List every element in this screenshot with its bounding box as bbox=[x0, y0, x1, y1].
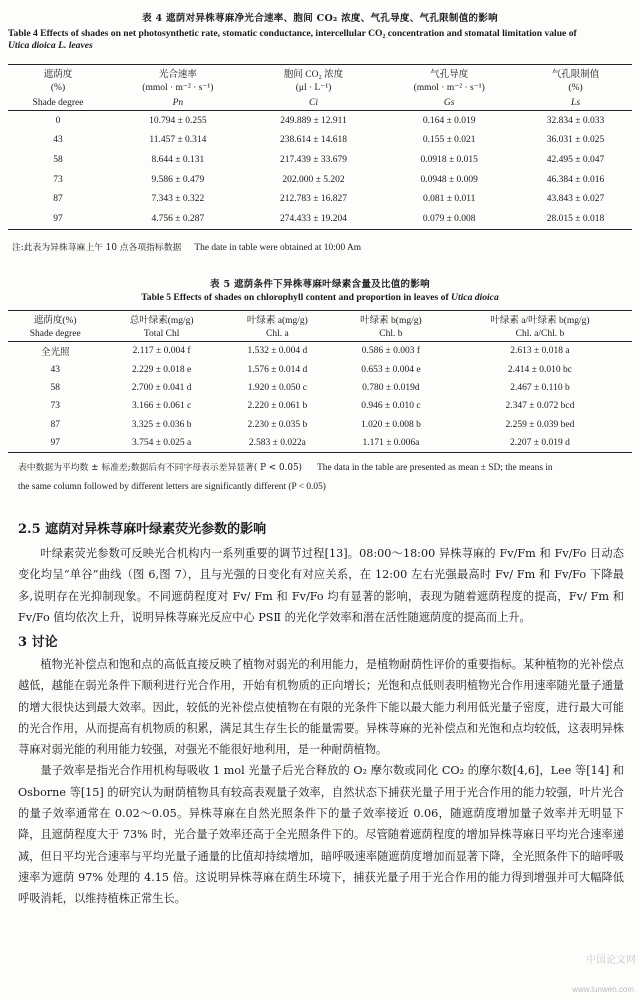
table-cell: 97 bbox=[8, 434, 102, 453]
table-cell: 3.325 ± 0.036 b bbox=[131, 419, 192, 430]
table4-caption-en-line2: Utica dioica L. leaves bbox=[8, 40, 93, 51]
table-cell: 8.644 ± 0.131 bbox=[151, 154, 205, 165]
section-2-5-heading: 2.5 遮荫对异株荨麻叶绿素荧光参数的影响 bbox=[18, 522, 267, 537]
table-cell: 全光照 bbox=[40, 348, 70, 359]
table-cell: 3.166 ± 0.061 c bbox=[131, 401, 192, 412]
table-cell: 217.439 ± 33.679 bbox=[280, 154, 348, 165]
table5-header-zh: 总叶绿素(mg/g) bbox=[102, 311, 220, 327]
table-cell: 2.230 ± 0.035 b bbox=[247, 419, 308, 430]
table4-note bbox=[8, 235, 632, 254]
table5-header-zh: 叶绿素 a/叶绿素 b(mg/g) bbox=[448, 311, 632, 327]
table-cell: 87 bbox=[50, 419, 60, 430]
table-cell: 97 bbox=[8, 209, 108, 229]
section-3-heading: 3 讨论 bbox=[18, 635, 58, 650]
table-cell: 2.229 ± 0.018 e bbox=[131, 364, 192, 375]
table-cell: 32.834 ± 0.033 bbox=[546, 115, 605, 126]
watermark-url: www.lunwen.com bbox=[572, 985, 634, 994]
table-cell: 0.155 ± 0.021 bbox=[422, 135, 476, 146]
table-cell: 0.0918 ± 0.015 bbox=[420, 154, 478, 165]
table-cell: 238.614 ± 14.618 bbox=[280, 135, 348, 146]
table5-header-zh: 叶绿素 b(mg/g) bbox=[334, 311, 448, 327]
table5-note-en2: the same column followed by different letters are significantly different (P < 0.05) bbox=[18, 482, 326, 493]
table-cell: 0.946 ± 0.010 c bbox=[361, 401, 421, 412]
table-cell: 46.384 ± 0.016 bbox=[546, 174, 605, 185]
table-row bbox=[8, 397, 632, 415]
table5-header-sym: Chl. a bbox=[221, 326, 334, 342]
table-row bbox=[8, 360, 632, 378]
table5-header-sym: Chl. b bbox=[334, 326, 448, 342]
table-cell: 73 bbox=[53, 174, 63, 185]
table4-header-sym: Shade degree bbox=[8, 95, 108, 111]
table4-header-zh: 气孔限制值 bbox=[519, 65, 632, 81]
table-cell: 87 bbox=[53, 194, 63, 205]
table-cell: 36.031 ± 0.025 bbox=[546, 135, 605, 146]
table-row bbox=[8, 150, 632, 170]
section-3-body bbox=[18, 654, 624, 910]
table-row bbox=[8, 434, 632, 453]
table-cell: 58 bbox=[53, 154, 63, 165]
table-cell: 42.495 ± 0.047 bbox=[546, 154, 605, 165]
watermark-logo: 中国论文网 bbox=[586, 955, 636, 966]
section-2-5-paragraph: 叶绿素荧光参数可反映光合机构内一系列重要的调节过程[13]。08:00～18:00 异株荨麻的 Fv/Fm 和 Fv/Fo 日动态变化均呈“单谷”曲线（图 6,图 7），且与光强的日变化有对应关系，在 12:00 左右光强最高时 Fv/ Fm 和 Fv/Fo 下降最多,说明存在光抑制现象。不同遮荫程度对 Fv/ Fm 和 Fv/Fo 均有显著的影响，表现为随着遮荫程度的提高，Fv/ Fm 和 Fv/Fo 值均依次上升，说明异株荨麻光反应中心 PSⅡ 的光化学效率和潜在活性随遮荫度的提高而上升。 bbox=[18, 547, 624, 624]
table5-note-en1: The data in the table are presented as mean ± SD; the means in bbox=[317, 463, 553, 474]
table-cell: 1.171 ± 0.006a bbox=[334, 434, 448, 453]
table-row bbox=[8, 342, 632, 361]
table4-header-sym: Gs bbox=[379, 95, 519, 111]
table-cell: 249.889 ± 12.911 bbox=[280, 115, 347, 126]
table-row bbox=[8, 111, 632, 131]
table-row bbox=[8, 131, 632, 151]
table4-caption-en-line1: Table 4 Effects of shades on net photosynthetic rate, stomatic conductance, intercellular CO₂ concentration and stomatal limitation value of bbox=[8, 28, 577, 39]
table4-note-en: The date in table were obtained at 10:00 Am bbox=[194, 242, 362, 253]
table-cell: 3.754 ± 0.025 a bbox=[102, 434, 220, 453]
table-cell: 1.020 ± 0.008 b bbox=[360, 419, 421, 430]
table-cell: 2.700 ± 0.041 d bbox=[131, 382, 192, 393]
table4-header-sym: Ci bbox=[248, 95, 380, 111]
table-cell: 0.780 ± 0.019d bbox=[362, 382, 420, 393]
table-cell: 11.457 ± 0.314 bbox=[149, 135, 207, 146]
table5-note-zh: 表中数据为平均数 ± 标准差;数据后有不同字母表示差异显著( P < 0.05) bbox=[18, 463, 302, 474]
table4-header-unit: (mmol · m⁻² · s⁻¹) bbox=[413, 83, 485, 93]
table5-header-zh: 遮荫度(%) bbox=[8, 311, 102, 327]
table5-grid bbox=[8, 310, 632, 453]
table-cell: 1.576 ± 0.014 d bbox=[247, 364, 308, 375]
table-cell: 28.015 ± 0.018 bbox=[519, 209, 632, 229]
table-cell: 2.117 ± 0.004 f bbox=[132, 346, 191, 357]
table5-caption-zh: 表 5 遮荫条件下异株荨麻叶绿素含量及比值的影响 bbox=[210, 279, 430, 290]
table4-caption-zh: 表 4 遮荫对异株荨麻净光合速率、胞间 CO₂ 浓度、气孔导度、气孔限制值的影响 bbox=[142, 13, 498, 24]
table-cell: 4.756 ± 0.287 bbox=[108, 209, 248, 229]
table-cell: 58 bbox=[50, 382, 60, 393]
table-cell: 2.207 ± 0.019 d bbox=[448, 434, 632, 453]
table4 bbox=[8, 64, 632, 254]
table-cell: 2.583 ± 0.022a bbox=[221, 434, 334, 453]
table-cell: 1.532 ± 0.004 d bbox=[247, 346, 308, 357]
table5-note bbox=[8, 457, 632, 495]
table-row bbox=[8, 170, 632, 190]
table5 bbox=[8, 310, 632, 495]
table-cell: 2.613 ± 0.018 a bbox=[510, 346, 570, 357]
table5-header-sym: Shade degree bbox=[8, 326, 102, 342]
table-cell: 0 bbox=[55, 115, 61, 126]
table-cell: 2.220 ± 0.061 b bbox=[247, 401, 308, 412]
table-cell: 0.164 ± 0.019 bbox=[422, 115, 476, 126]
table-cell: 43 bbox=[50, 364, 60, 375]
table-row bbox=[8, 189, 632, 209]
table-row bbox=[8, 209, 632, 229]
table-cell: 2.414 ± 0.010 bc bbox=[507, 364, 572, 375]
section-2-5-body bbox=[18, 543, 624, 628]
table-cell: 274.433 ± 19.204 bbox=[248, 209, 380, 229]
table5-header-sym: Chl. a/Chl. b bbox=[448, 326, 632, 342]
table-cell: 0.653 ± 0.004 e bbox=[361, 364, 421, 375]
table-cell: 10.794 ± 0.255 bbox=[149, 115, 207, 126]
section-3-paragraph-2: 量子效率是指光合作用机构每吸收 1 mol 光量子后光合释放的 O₂ 摩尔数或同化 CO₂ 的摩尔数[4,6]，Lee 等[14] 和 Osborne 等[15] 的研究认为耐荫植物具有较高表观量子效率，自然状态下捕获光量子用于光合作用的能力较强，叶片光合的量子效率通常在 0.02～0.05。异株荨麻在自然光照条件下的量子效率接近 0.06，随遮荫度增加量子效率并无明显下降，且遮荫程度大于 73% 时，光合量子效率还高于全光照条件下的。尽管随着遮荫程度的增加异株荨麻日平均光合速率递减，但日平均光合速率与平均光量子通量的比值却持续增加，暗呼吸速率随遮荫度增加而显著下降，全光照条件下的暗呼吸速率为遮荫 97% 处理的 4.15 倍。这说明异株荨麻在荫生环境下，捕获光量子用于光合作用的能力得到增强并可大幅降低呼吸消耗，以维持植株正常生长。 bbox=[18, 764, 624, 906]
section-3-paragraph-1: 植物光补偿点和饱和点的高低直接反映了植物对弱光的利用能力，是植物耐荫性评价的重要指标。某种植物的光补偿点越低，越能在弱光条件下顺利进行光合作用，开始有机物质的正向增长；光饱和点低则表明植物光合作用速率随光量子通量的增大很快达到最大效率。因此，较低的光补偿点使植物在有限的光条件下能以最大能力利用低光量子密度，进行最大可能的光合作用，从而提高有机物质的积累，满足其生存生长的能量需要。异株荨麻的光补偿点和光饱和点均较低，这表明异株荨麻对弱光能的利用能力较强，对强光不能很好地利用，是一种耐荫植物。 bbox=[18, 658, 624, 757]
table-cell: 7.343 ± 0.322 bbox=[151, 194, 205, 205]
table-cell: 0.079 ± 0.008 bbox=[379, 209, 519, 229]
table-cell: 2.347 ± 0.072 bcd bbox=[505, 401, 575, 412]
table4-header-sym: Pn bbox=[108, 95, 248, 111]
table-cell: 1.920 ± 0.050 c bbox=[247, 382, 308, 393]
table4-note-zh: 注:此表为异株荨麻上午 10 点各项指标数据 bbox=[12, 242, 182, 253]
table-cell: 212.783 ± 16.827 bbox=[280, 194, 348, 205]
table4-caption-en bbox=[8, 28, 632, 52]
table4-header-zh: 遮荫度 bbox=[8, 65, 108, 81]
table5-header-sym: Total Chl bbox=[102, 326, 220, 342]
table4-header-unit: (%) bbox=[568, 82, 583, 93]
table-cell: 0.586 ± 0.003 f bbox=[361, 346, 421, 357]
table4-header-zh: 气孔导度 bbox=[379, 65, 519, 81]
table-cell: 43 bbox=[53, 135, 63, 146]
table-row bbox=[8, 416, 632, 434]
table-cell: 2.467 ± 0.110 b bbox=[510, 382, 570, 393]
table-cell: 43.843 ± 0.027 bbox=[546, 194, 605, 205]
table5-caption-en bbox=[8, 292, 632, 304]
table4-grid bbox=[8, 64, 632, 230]
table4-header-unit: (μl · L⁻¹) bbox=[295, 83, 332, 93]
table4-header-unit: (%) bbox=[50, 82, 66, 93]
table-cell: 9.586 ± 0.479 bbox=[151, 174, 205, 185]
table5-header-zh: 叶绿素 a(mg/g) bbox=[221, 311, 334, 327]
table-cell: 0.081 ± 0.011 bbox=[423, 194, 476, 205]
table4-header-zh: 胞间 CO₂ 浓度 bbox=[248, 65, 380, 81]
table5-caption-en-species: Utica dioica bbox=[451, 292, 499, 303]
table5-caption-en-text: Table 5 Effects of shades on chlorophyll content and proportion in leaves of bbox=[141, 292, 449, 303]
table-cell: 73 bbox=[50, 401, 60, 412]
table-row bbox=[8, 379, 632, 397]
table4-header-unit: (mmol · m⁻² · s⁻¹) bbox=[142, 83, 214, 93]
table-cell: 0.0948 ± 0.009 bbox=[420, 174, 478, 185]
table4-header-sym: Ls bbox=[519, 95, 632, 111]
table4-header-zh: 光合速率 bbox=[108, 65, 248, 81]
table-cell: 2.259 ± 0.039 bed bbox=[505, 419, 575, 430]
table-cell: 202.000 ± 5.202 bbox=[282, 174, 345, 185]
